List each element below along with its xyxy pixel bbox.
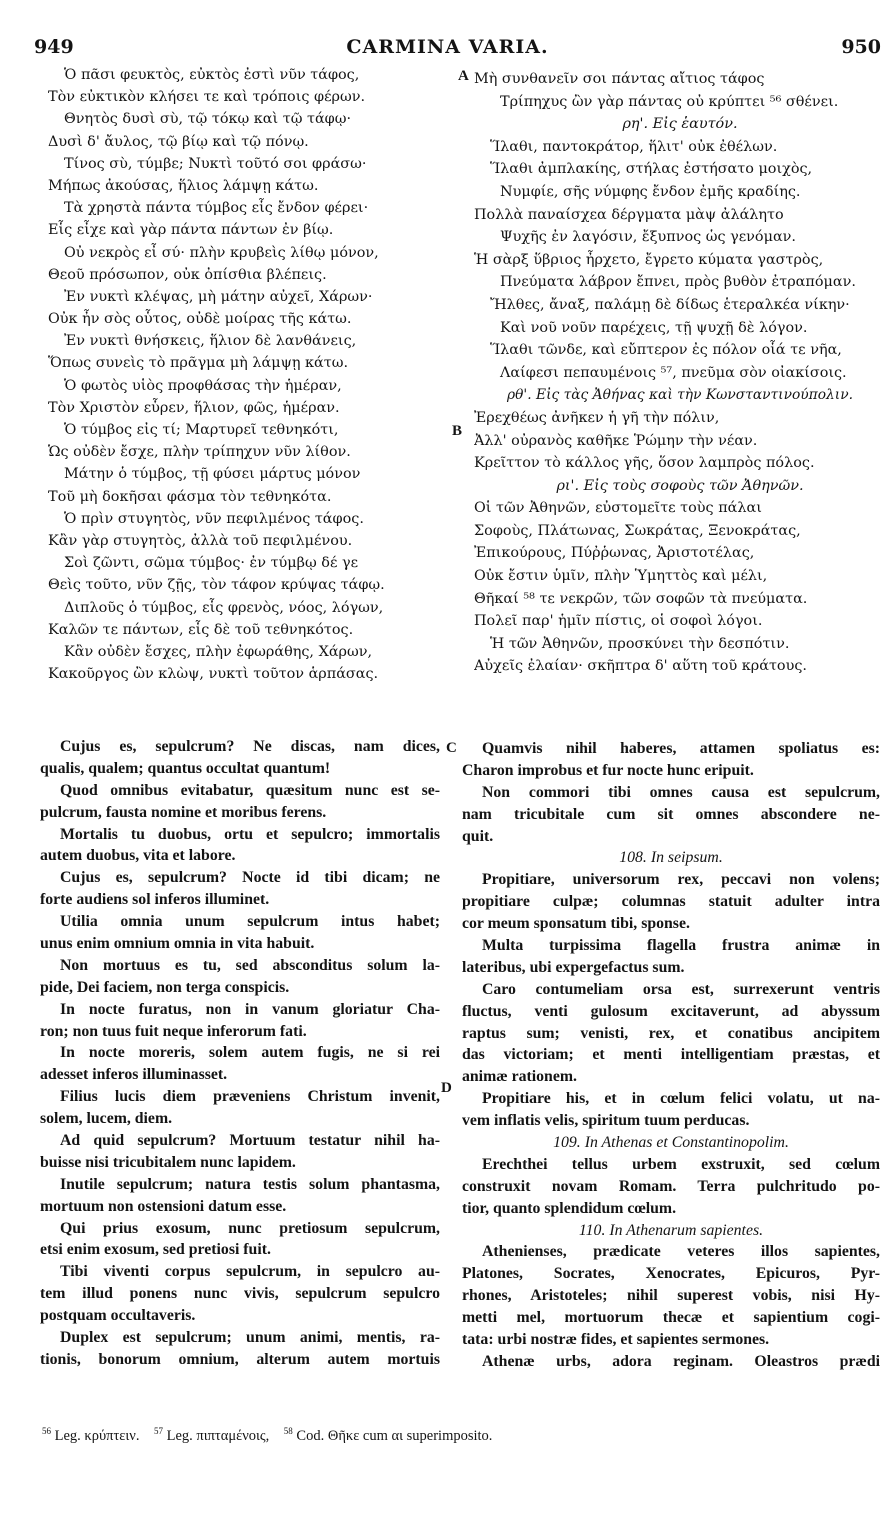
prose-line: Quamvis nihil haberes, attamen spoliatus es: xyxy=(482,740,880,757)
prose-line: tionis, bonorum omnium, alterum autem mortuis xyxy=(40,1350,440,1368)
prose-line: Non commori tibi omnes causa est sepulcrum, xyxy=(482,783,880,801)
prose-line: Propitiare, universorum rex, peccavi non volens; xyxy=(482,871,880,889)
prose-line: Qui prius exosum, nunc pretiosum sepulcrum, xyxy=(60,1219,440,1237)
verse-line: Διπλοῦς ὁ τύμβος, εἷς φρενὸς, νόος, λόγων, xyxy=(64,599,384,616)
running-title: CARMINA VARIA. xyxy=(346,36,549,58)
verse-line: Θεὶς τοῦτο, νῦν ζῇς, τὸν τάφον κρύψας τάφῳ. xyxy=(48,577,385,594)
verse-line: Νυμφίε, σῆς νύμφης ἔνδον ἐμῆς κραδίης. xyxy=(500,183,801,200)
verse-line: Ὁ τύμβος εἰς τί; Μαρτυρεῖ τεθνηκότι, xyxy=(64,422,339,438)
verse-line: Οὐ νεκρὸς εἶ σύ· πλὴν κρυβεὶς λίθῳ μόνον, xyxy=(64,244,379,261)
verse-line: Ἡ τῶν Ἀθηνῶν, προσκύνει τὴν δεσπότιν. xyxy=(490,635,790,652)
verse-line: Κρεῖττον τὸ κάλλος γῆς, ὅσον λαμπρὸς πόλος. xyxy=(474,455,815,472)
prose-line: raptus sum; venisti, rex, et conatibus ancipitem xyxy=(462,1024,880,1042)
prose-line: Multa turpissima flagella frustra animæ in xyxy=(482,937,880,955)
prose-line: Athenienses, prædicate veteres illos sapientes, xyxy=(482,1243,880,1261)
poem-heading: 108. In seipsum. xyxy=(619,849,723,867)
verse-line: Καὶ νοῦ νοῦν παρέχεις, τῇ ψυχῇ δὲ λόγον. xyxy=(500,319,808,336)
verse-line: Τὰ χρηστὰ πάντα τύμβος εἷς ἔνδον φέρει· xyxy=(64,200,369,217)
verse-line: Οὐκ ἦν σὸς οὗτος, οὐδὲ μοίρας τῆς κάτω. xyxy=(48,311,352,328)
verse-line: Ἐν νυκτὶ θνήσκεις, ἥλιον δὲ λανθάνεις, xyxy=(64,333,357,350)
prose-line: Mortalis tu duobus, ortu et sepulcro; immortalis xyxy=(60,825,440,843)
running-header xyxy=(0,36,895,60)
prose-line: Cujus es, sepulcrum? Ne discas, nam dices, xyxy=(60,738,440,755)
verse-line: Κἂν οὐδὲν ἔσχες, πλὴν ἐφωράθης, Χάρων, xyxy=(64,643,373,660)
prose-line: Tibi viventi corpus sepulcrum, in sepulcro au- xyxy=(60,1263,440,1281)
verse-line: Πολεῖ παρ' ἡμῖν πίστις, οἱ σοφοὶ λόγοι. xyxy=(474,613,763,630)
verse-line: Θῆκαί ⁵⁸ τε νεκρῶν, τῶν σοφῶν τὰ πνεύματα. xyxy=(474,590,808,607)
margin-letter-b: B xyxy=(452,423,463,439)
verse-line: Τὸν εὐκτικὸν κλήσει τε καὶ τρόποις φέρων. xyxy=(48,89,366,106)
footnote-text: Cod. Θῆκε cum αι superimposito. xyxy=(296,1427,493,1444)
prose-line: Athenæ urbs, adora reginam. Oleastros prædi xyxy=(482,1352,880,1370)
verse-line: Πνεύματα λάβρον ἔπνει, πρὸς βυθὸν ἐτραπόμαν. xyxy=(500,274,856,291)
verse-line: Μὴ συνθανεῖν σοι πάντας αἴτιος τάφος xyxy=(474,71,765,87)
prose-line: construxit novam Romam. Terra pulchritudo po- xyxy=(462,1177,880,1195)
verse-line: Αὐχεῖς ἐλαίαν· σκῆπτρα δ' αὕτη τοῦ κράτους. xyxy=(474,658,807,675)
verse-line: Κἂν γὰρ στυγητὸς, ἀλλὰ τοῦ πεφιλμένου. xyxy=(48,532,353,549)
verse-line: Δυσὶ δ' ἄυλος, τῷ βίῳ καὶ τῷ πόνῳ. xyxy=(48,133,309,150)
poem-heading: 110. In Athenarum sapientes. xyxy=(578,1221,764,1239)
prose-line: Ad quid sepulcrum? Mortuum testatur nihil ha- xyxy=(60,1132,440,1150)
prose-line: In nocte furatus, non in vanum gloriatur Cha- xyxy=(60,1000,440,1018)
verse-line: Ἐρεχθέως ἀνῆκεν ἡ γῆ τὴν πόλιν, xyxy=(474,409,720,426)
poem-heading: ρι'. Εἰς τοὺς σοφοὺς τῶν Ἀθηνῶν. xyxy=(556,477,804,494)
verse-line: Οὐκ ἔστιν ὑμῖν, πλὴν Ὑμηττὸς καὶ μέλι, xyxy=(474,568,768,585)
verse-line: Θεοῦ πρόσωπον, οὐκ ὀπίσθια βλέπεις. xyxy=(48,266,327,283)
verse-line: Εἷς εἶχε καὶ γὰρ πάντα πάντων ἐν βίῳ. xyxy=(48,222,334,239)
prose-line: tem illud ponens nunc vivis, sepulcrum sepulcro xyxy=(40,1285,440,1303)
prose-line: quit. xyxy=(462,827,494,845)
prose-line: Caro contumeliam orsa est, surrexerunt ventris xyxy=(482,980,880,998)
prose-line: das victoriam; et menti intelligentiam præstas, et xyxy=(462,1046,880,1064)
verse-line: Ὁ πρὶν στυγητὸς, νῦν πεφιλμένος τάφος. xyxy=(64,510,364,527)
prose-line: Charon improbus et fur nocte hunc eripuit. xyxy=(462,761,754,779)
verse-line: Τρίπηχυς ὢν γὰρ πάντας οὐ κρύπτει ⁵⁶ σθένει. xyxy=(500,93,839,110)
footnotes xyxy=(42,1426,492,1445)
prose-line: tata: urbi nostræ fides, et sapientes sermones. xyxy=(462,1331,770,1349)
prose-line: animæ rationem. xyxy=(462,1068,577,1086)
prose-line: nam tricubitale cum sit omnes abscondere ne- xyxy=(462,805,880,823)
prose-line: fluctus, venti gulosum excitaverunt, ad abyssum xyxy=(462,1002,880,1020)
verse-line: Σοφοὺς, Πλάτωνας, Σωκράτας, Ξενοκράτας, xyxy=(474,522,801,539)
prose-line: ron; non tuus fuit neque inferorum fati. xyxy=(40,1022,307,1040)
verse-line: Ὅπως συνεὶς τὸ πρᾶγμα μὴ λάμψῃ κάτω. xyxy=(48,355,349,372)
footnote-number: 58 xyxy=(283,1426,293,1436)
verse-line: Ὁ πᾶσι φευκτὸς, εὐκτὸς ἐστὶ νῦν τάφος, xyxy=(64,67,360,83)
margin-letter-c: C xyxy=(446,740,457,756)
prose-line: pulcrum, fausta nomine et moribus ferens. xyxy=(40,803,327,821)
prose-line: pide, Dei faciem, non terga conspicis. xyxy=(40,978,290,996)
verse-line: Κακοῦργος ὢν κλὼψ, νυκτὶ τοῦτον ἁρπάσας. xyxy=(48,666,379,683)
verse-line: Ἤλθες, ἄναξ, παλάμῃ δὲ δίδως ἑτεραλκέα νίκην· xyxy=(490,296,850,313)
greek-text-left xyxy=(48,64,443,685)
prose-line: tior, quanto splendidum cœlum. xyxy=(462,1199,677,1217)
verse-line: Ἡ σὰρξ ὕβριος ἦρχετο, ἔγρετο κύματα γαστρὸς, xyxy=(474,251,824,268)
prose-line: Filius lucis diem præveniens Christum invenit, xyxy=(60,1088,440,1106)
prose-line: Cujus es, sepulcrum? Nocte id tibi dicam; ne xyxy=(60,869,440,887)
prose-line: Erechthei tellus urbem exstruxit, sed cœlum xyxy=(482,1155,880,1173)
prose-line: vem inflatis velis, spiritum tuum perducas. xyxy=(462,1112,750,1130)
verse-line: Ἵλαθι τῶνδε, καὶ εὔπτερον ἐς πόλον οἷά τε νῆα, xyxy=(490,342,842,359)
prose-line: forte audiens sol inferos illuminet. xyxy=(40,891,270,909)
verse-line: Τοῦ μὴ δοκῆσαι φάσμα τὸν τεθνηκότα. xyxy=(48,488,332,505)
verse-line: Ἀλλ' οὐρανὸς καθῆκε Ῥώμην τὴν νέαν. xyxy=(474,432,758,449)
verse-line: Ψυχῆς ἐν λαγόσιν, ἔξυπνος ὡς γενόμαν. xyxy=(500,229,796,246)
prose-line: Inutile sepulcrum; natura testis solum phantasma, xyxy=(60,1175,440,1193)
verse-line: Σοὶ ζῶντι, σῶμα τύμβος· ἐν τύμβῳ δέ γε xyxy=(64,555,359,572)
prose-line: postquam occultaveris. xyxy=(40,1307,196,1325)
prose-line: Platones, Socrates, Xenocrates, Epicuros, Pyr- xyxy=(462,1265,880,1283)
verse-line: Ἐπικούρους, Πύῤῥωνας, Ἀριστοτέλας, xyxy=(474,545,755,562)
prose-line: qualis, qualem; quantus occultat quantum! xyxy=(40,759,331,777)
prose-line: Quod omnibus evitabatur, quæsitum nunc est se- xyxy=(60,781,440,799)
verse-line: Ἵλαθι ἀμπλακίης, στήλας ἐστήσατο μοιχὸς, xyxy=(490,161,813,178)
poem-heading: 109. In Athenas et Constantinopolim. xyxy=(553,1134,789,1152)
prose-line: propitiare culpæ; columnas statuit adulter intra xyxy=(462,893,880,911)
poem-heading: ρθ'. Εἰς τὰς Ἀθήνας καὶ τὴν Κωνσταντινούπολιν. xyxy=(507,387,853,404)
verse-line: Ὡς οὐδὲν ἔσχε, πλὴν τρίπηχυν νῦν λίθον. xyxy=(48,444,351,461)
verse-line: Ὁ φωτὸς υἱὸς προφθάσας τὴν ἡμέραν, xyxy=(64,377,342,394)
verse-line: Οἱ τῶν Ἀθηνῶν, εὐστομεῖτε τοὺς πάλαι xyxy=(474,500,762,517)
prose-line: mortuum non ostensioni datum esse. xyxy=(40,1197,287,1215)
greek-text-right xyxy=(474,68,886,678)
prose-line: Non mortuus es tu, sed absconditus solum la- xyxy=(60,956,440,974)
verse-line: Λαίφεσι πεπαυμένοις ⁵⁷, πνεῦμα σὸν οἰακίσοις. xyxy=(500,364,847,381)
latin-text-left xyxy=(40,736,440,1371)
page-number-right: 950 xyxy=(841,36,881,58)
prose-line: autem duobus, vita et labore. xyxy=(40,847,236,865)
prose-line: solem, lucem, diem. xyxy=(40,1110,173,1128)
verse-line: Μάτην ὁ τύμβος, τῇ φύσει μάρτυς μόνον xyxy=(64,466,361,483)
prose-line: Utilia omnia unum sepulcrum intus habet; xyxy=(60,913,440,931)
verse-line: Ἐν νυκτὶ κλέψας, μὴ μάτην αὐχεῖ, Χάρων· xyxy=(64,288,373,305)
prose-line: adesset inferos illuminasset. xyxy=(40,1066,228,1084)
latin-text-right xyxy=(462,738,880,1373)
margin-letter-d: D xyxy=(441,1080,452,1096)
verse-line: Καλῶν τε πάντων, εἷς δὲ τοῦ τεθνηκότος. xyxy=(48,621,354,638)
verse-line: Τίνος σὺ, τύμβε; Νυκτὶ τοῦτό σοι φράσω· xyxy=(64,155,367,172)
verse-line: Θνητὸς δυσὶ σὺ, τῷ τόκῳ καὶ τῷ τάφῳ· xyxy=(64,111,352,128)
prose-line: buisse nisi tricubitalem nunc lapidem. xyxy=(40,1153,296,1171)
footnote-text: Leg. πιπταμένοις, xyxy=(166,1427,270,1444)
prose-line: lateribus, ubi expergefactus sum. xyxy=(462,958,685,976)
verse-line: Πολλὰ παναίσχεα δέργματα μὰψ ἀλάλητο xyxy=(474,206,784,223)
verse-line: Μήπως ἀκούσας, ἥλιος λάμψῃ κάτω. xyxy=(48,177,319,194)
footnote-number: 56 xyxy=(42,1426,51,1436)
page-number-left: 949 xyxy=(34,36,74,58)
prose-line: Duplex est sepulcrum; unum animi, mentis, ra- xyxy=(60,1329,440,1347)
prose-line: metti mel, mortuorum thecæ et sapientium cogi- xyxy=(462,1309,880,1327)
verse-line: Τὸν Χριστὸν εὗρεν, ἥλιον, φῶς, ἡμέραν. xyxy=(48,399,340,416)
prose-line: rhones, Aristoteles; nihil superest vobis, nisi Hy- xyxy=(462,1287,880,1305)
prose-line: unus enim omnium omnia in vita habuit. xyxy=(40,935,315,953)
prose-line: In nocte moreris, solem autem fugis, ne si rei xyxy=(60,1044,440,1062)
verse-line: Ἵλαθι, παντοκράτορ, ἥλιτ' οὐκ ἐθέλων. xyxy=(490,138,778,155)
prose-line: Propitiare his, et in cœlum felici volatu, ut na- xyxy=(482,1090,880,1108)
margin-letter-a: A xyxy=(458,68,469,84)
prose-line: etsi enim exosum, sed pretiosi fuit. xyxy=(40,1241,271,1259)
poem-heading: ρη'. Εἰς ἑαυτόν. xyxy=(622,116,738,133)
prose-line: cor meum sponsatum tibi, sponse. xyxy=(462,915,690,933)
footnote-text: Leg. κρύπτειν. xyxy=(54,1427,140,1444)
footnote-number: 57 xyxy=(153,1426,163,1436)
